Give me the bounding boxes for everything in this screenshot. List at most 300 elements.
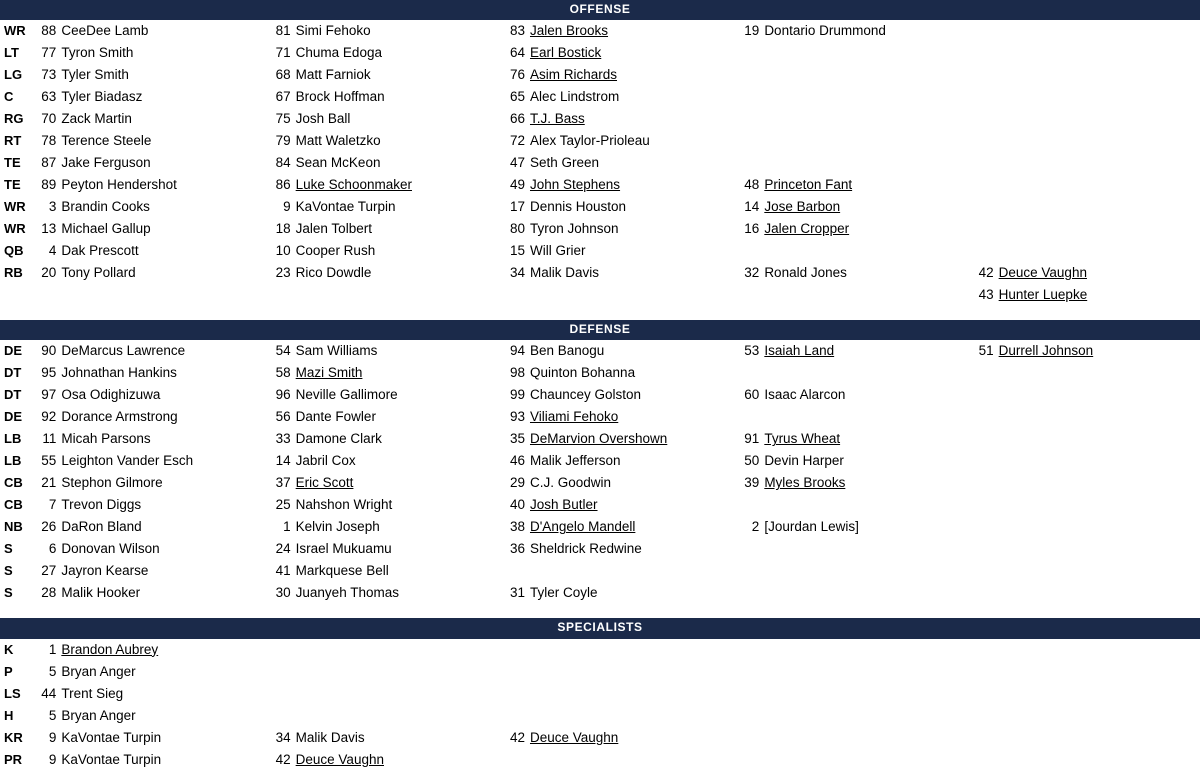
position-label: P bbox=[4, 663, 13, 679]
player-entry[interactable] bbox=[737, 340, 834, 362]
player-number: 72 bbox=[509, 133, 525, 149]
depth-slot bbox=[34, 472, 268, 494]
player-number: 6 bbox=[48, 541, 57, 557]
player-entry[interactable] bbox=[269, 130, 381, 152]
player-entry[interactable] bbox=[34, 406, 177, 428]
player-name: Matt Farniok bbox=[295, 67, 371, 83]
empty-slot bbox=[503, 560, 507, 582]
player-entry[interactable] bbox=[503, 494, 598, 516]
depth-slot bbox=[503, 472, 737, 494]
depth-slot bbox=[737, 152, 971, 174]
player-entry[interactable] bbox=[503, 362, 635, 384]
player-name: John Stephens bbox=[529, 177, 621, 193]
depth-slot bbox=[269, 86, 503, 108]
empty-slot bbox=[269, 683, 273, 705]
position-label: TE bbox=[4, 155, 21, 171]
player-name: Will Grier bbox=[529, 243, 586, 259]
empty-slot bbox=[972, 538, 976, 560]
player-entry[interactable] bbox=[503, 130, 650, 152]
depth-slot bbox=[503, 683, 737, 705]
player-entry[interactable] bbox=[737, 218, 849, 240]
player-entry[interactable] bbox=[972, 262, 1087, 284]
player-entry[interactable] bbox=[269, 340, 378, 362]
player-name: Dontario Drummond bbox=[764, 23, 886, 39]
player-name: Jose Barbon bbox=[764, 199, 841, 215]
player-entry[interactable] bbox=[503, 406, 618, 428]
depth-slot bbox=[34, 494, 268, 516]
player-number: 54 bbox=[275, 343, 291, 359]
player-entry[interactable] bbox=[34, 362, 177, 384]
depth-slot bbox=[737, 86, 971, 108]
position-label: DE bbox=[4, 343, 23, 359]
player-entry[interactable] bbox=[503, 472, 611, 494]
player-name: Tyrus Wheat bbox=[764, 431, 841, 447]
player-entry[interactable] bbox=[34, 218, 150, 240]
player-name: Sheldrick Redwine bbox=[529, 541, 642, 557]
player-entry[interactable] bbox=[269, 42, 382, 64]
player-entry[interactable] bbox=[269, 152, 381, 174]
empty-slot bbox=[269, 705, 273, 727]
empty-slot bbox=[737, 538, 741, 560]
player-name: Jalen Cropper bbox=[764, 221, 850, 237]
depth-slot bbox=[269, 538, 503, 560]
depth-slot bbox=[737, 174, 971, 196]
player-entry[interactable] bbox=[737, 428, 840, 450]
player-number: 77 bbox=[41, 45, 57, 61]
player-number: 79 bbox=[275, 133, 291, 149]
depth-slot bbox=[737, 428, 971, 450]
player-entry[interactable] bbox=[269, 428, 382, 450]
position-label: RB bbox=[4, 265, 23, 281]
player-entry[interactable] bbox=[269, 384, 398, 406]
player-entry[interactable] bbox=[34, 384, 160, 406]
player-entry[interactable] bbox=[269, 450, 356, 472]
player-entry[interactable] bbox=[503, 538, 642, 560]
player-number: 44 bbox=[41, 685, 57, 701]
player-entry[interactable] bbox=[269, 582, 399, 604]
player-name: Chauncey Golston bbox=[529, 387, 642, 403]
player-entry[interactable] bbox=[269, 749, 384, 771]
table-row bbox=[0, 705, 1200, 727]
empty-slot bbox=[269, 661, 273, 683]
player-number: 55 bbox=[41, 453, 57, 469]
player-entry[interactable] bbox=[34, 683, 123, 705]
player-entry[interactable] bbox=[269, 262, 372, 284]
player-entry[interactable] bbox=[503, 108, 585, 130]
player-number: 14 bbox=[275, 453, 291, 469]
depth-slot bbox=[737, 42, 971, 64]
player-entry[interactable] bbox=[269, 196, 396, 218]
player-entry[interactable] bbox=[34, 661, 135, 683]
player-name: Dennis Houston bbox=[529, 199, 627, 215]
player-entry[interactable] bbox=[34, 86, 142, 108]
player-entry[interactable] bbox=[34, 20, 148, 42]
depth-slot bbox=[972, 174, 1200, 196]
player-entry[interactable] bbox=[34, 428, 150, 450]
player-entry[interactable] bbox=[737, 472, 845, 494]
table-row bbox=[0, 362, 1200, 384]
player-number: 58 bbox=[275, 365, 291, 381]
empty-slot bbox=[737, 284, 741, 306]
player-name: Jayron Kearse bbox=[61, 563, 149, 579]
depth-slot bbox=[972, 130, 1200, 152]
player-entry[interactable] bbox=[34, 450, 193, 472]
player-entry[interactable] bbox=[269, 174, 412, 196]
depth-slot bbox=[972, 152, 1200, 174]
player-entry[interactable] bbox=[34, 639, 158, 661]
player-number: 68 bbox=[275, 67, 291, 83]
player-entry[interactable] bbox=[269, 240, 376, 262]
table-row bbox=[0, 174, 1200, 196]
player-number: 60 bbox=[744, 387, 760, 403]
player-entry[interactable] bbox=[269, 64, 371, 86]
position-label: WR bbox=[4, 23, 26, 39]
depth-slot bbox=[972, 108, 1200, 130]
player-entry[interactable] bbox=[503, 174, 620, 196]
player-name: Chuma Edoga bbox=[295, 45, 382, 61]
depth-slot bbox=[737, 362, 971, 384]
player-entry[interactable] bbox=[503, 196, 626, 218]
empty-slot bbox=[737, 749, 741, 771]
depth-slot bbox=[737, 284, 971, 306]
player-entry[interactable] bbox=[503, 727, 618, 749]
empty-slot bbox=[737, 683, 741, 705]
section-table-offense bbox=[0, 20, 1200, 306]
empty-slot bbox=[972, 64, 976, 86]
depth-slot bbox=[972, 727, 1200, 749]
player-entry[interactable] bbox=[503, 262, 599, 284]
player-entry[interactable] bbox=[34, 727, 161, 749]
player-entry[interactable] bbox=[34, 196, 150, 218]
player-entry[interactable] bbox=[269, 560, 389, 582]
empty-slot bbox=[737, 727, 741, 749]
player-entry[interactable] bbox=[972, 340, 1094, 362]
player-entry[interactable] bbox=[503, 428, 667, 450]
position-label: DT bbox=[4, 365, 22, 381]
empty-slot bbox=[972, 130, 976, 152]
player-entry[interactable] bbox=[503, 450, 621, 472]
position-label bbox=[0, 284, 34, 306]
depth-slot bbox=[34, 42, 268, 64]
player-number: 2 bbox=[751, 519, 760, 535]
player-name: DaRon Bland bbox=[61, 519, 142, 535]
player-entry[interactable] bbox=[34, 472, 162, 494]
player-number: 89 bbox=[41, 177, 57, 193]
player-entry[interactable] bbox=[269, 406, 376, 428]
player-entry[interactable] bbox=[34, 174, 177, 196]
player-name: Markquese Bell bbox=[295, 563, 389, 579]
player-name: KaVontae Turpin bbox=[61, 729, 162, 745]
depth-slot bbox=[503, 406, 737, 428]
player-number: 65 bbox=[509, 89, 525, 105]
empty-slot bbox=[972, 428, 976, 450]
player-entry[interactable] bbox=[737, 450, 844, 472]
player-number: 53 bbox=[744, 343, 760, 359]
depth-slot bbox=[34, 86, 268, 108]
player-name: Ben Banogu bbox=[529, 343, 605, 359]
position-label: C bbox=[4, 89, 14, 105]
player-number: 93 bbox=[509, 409, 525, 425]
position-label: DT bbox=[4, 387, 22, 403]
depth-slot bbox=[269, 727, 503, 749]
player-number: 26 bbox=[41, 519, 57, 535]
empty-slot bbox=[972, 196, 976, 218]
position-label: K bbox=[4, 641, 14, 657]
player-number: 42 bbox=[978, 265, 994, 281]
player-number: 78 bbox=[41, 133, 57, 149]
player-name: Dak Prescott bbox=[61, 243, 139, 259]
player-name: Terence Steele bbox=[61, 133, 152, 149]
player-entry[interactable] bbox=[503, 582, 598, 604]
player-entry[interactable] bbox=[503, 20, 608, 42]
table-row bbox=[0, 560, 1200, 582]
player-entry[interactable] bbox=[269, 538, 392, 560]
depth-slot bbox=[34, 218, 268, 240]
empty-slot bbox=[503, 749, 507, 771]
depth-slot bbox=[269, 240, 503, 262]
player-entry[interactable] bbox=[503, 64, 617, 86]
position-label: CB bbox=[4, 497, 23, 513]
player-name: Osa Odighizuwa bbox=[61, 387, 161, 403]
depth-slot bbox=[34, 130, 268, 152]
player-entry[interactable] bbox=[269, 108, 351, 130]
player-entry[interactable] bbox=[737, 262, 847, 284]
section-header-defense: DEFENSE bbox=[0, 320, 1200, 340]
player-entry[interactable] bbox=[503, 240, 586, 262]
depth-slot bbox=[737, 218, 971, 240]
empty-slot bbox=[737, 494, 741, 516]
player-entry[interactable] bbox=[503, 340, 604, 362]
player-number: 9 bbox=[48, 729, 57, 745]
player-entry[interactable] bbox=[269, 472, 354, 494]
player-number: 91 bbox=[744, 431, 760, 447]
player-number: 94 bbox=[509, 343, 525, 359]
depth-slot bbox=[269, 196, 503, 218]
player-name: Isaac Alarcon bbox=[764, 387, 846, 403]
position-label: S bbox=[4, 541, 13, 557]
depth-slot bbox=[972, 20, 1200, 42]
player-entry[interactable] bbox=[972, 284, 1088, 306]
player-entry[interactable] bbox=[503, 218, 619, 240]
player-name: Michael Gallup bbox=[61, 221, 151, 237]
player-entry[interactable] bbox=[737, 20, 886, 42]
player-entry[interactable] bbox=[34, 516, 141, 538]
player-name: Damone Clark bbox=[295, 431, 382, 447]
player-entry[interactable] bbox=[737, 384, 845, 406]
player-number: 35 bbox=[509, 431, 525, 447]
player-entry[interactable] bbox=[34, 705, 135, 727]
player-number: 71 bbox=[275, 45, 291, 61]
depth-slot bbox=[737, 683, 971, 705]
depth-slot bbox=[503, 174, 737, 196]
player-number: 17 bbox=[509, 199, 525, 215]
player-number: 88 bbox=[41, 23, 57, 39]
depth-slot bbox=[737, 538, 971, 560]
empty-slot bbox=[737, 130, 741, 152]
player-entry[interactable] bbox=[34, 64, 129, 86]
depth-slot bbox=[34, 174, 268, 196]
player-entry[interactable] bbox=[34, 152, 150, 174]
depth-slot bbox=[503, 639, 737, 661]
depth-slot bbox=[737, 64, 971, 86]
depth-slot bbox=[34, 240, 268, 262]
player-entry[interactable] bbox=[737, 516, 859, 538]
table-row bbox=[0, 538, 1200, 560]
player-number: 24 bbox=[275, 541, 291, 557]
player-name: Ronald Jones bbox=[764, 265, 847, 281]
player-name: Deuce Vaughn bbox=[529, 729, 619, 745]
table-row bbox=[0, 582, 1200, 604]
table-row bbox=[0, 639, 1200, 661]
player-entry[interactable] bbox=[269, 20, 371, 42]
section-gap bbox=[0, 604, 1200, 618]
table-row bbox=[0, 20, 1200, 42]
depth-slot bbox=[972, 262, 1200, 284]
player-number: 73 bbox=[41, 67, 57, 83]
player-entry[interactable] bbox=[737, 174, 852, 196]
player-entry[interactable] bbox=[34, 130, 151, 152]
depth-slot bbox=[737, 582, 971, 604]
depth-slot bbox=[737, 130, 971, 152]
table-row bbox=[0, 450, 1200, 472]
player-entry[interactable] bbox=[269, 218, 372, 240]
position-label: LG bbox=[4, 67, 23, 83]
player-entry[interactable] bbox=[34, 749, 161, 771]
position-label: LS bbox=[4, 685, 21, 701]
player-name: Tyler Biadasz bbox=[61, 89, 143, 105]
depth-slot bbox=[972, 683, 1200, 705]
depth-slot bbox=[503, 86, 737, 108]
player-entry[interactable] bbox=[34, 240, 138, 262]
player-name: Trevon Diggs bbox=[61, 497, 142, 513]
player-number: 47 bbox=[509, 155, 525, 171]
player-number: 20 bbox=[41, 265, 57, 281]
player-entry[interactable] bbox=[503, 42, 601, 64]
depth-slot bbox=[972, 218, 1200, 240]
player-number: 96 bbox=[275, 387, 291, 403]
player-name: Quinton Bohanna bbox=[529, 365, 636, 381]
player-name: DeMarcus Lawrence bbox=[61, 343, 186, 359]
depth-slot bbox=[503, 262, 737, 284]
table-row bbox=[0, 494, 1200, 516]
player-entry[interactable] bbox=[503, 516, 635, 538]
player-name: Johnathan Hankins bbox=[61, 365, 177, 381]
player-number: 9 bbox=[283, 199, 291, 215]
depth-slot bbox=[503, 108, 737, 130]
player-number: 18 bbox=[275, 221, 291, 237]
depth-slot bbox=[503, 538, 737, 560]
player-entry[interactable] bbox=[269, 516, 380, 538]
depth-slot bbox=[34, 727, 268, 749]
empty-slot bbox=[737, 406, 741, 428]
table-row bbox=[0, 86, 1200, 108]
empty-slot bbox=[972, 683, 976, 705]
position-label: WR bbox=[4, 221, 26, 237]
player-number: 23 bbox=[275, 265, 291, 281]
player-number: 5 bbox=[48, 707, 57, 723]
player-entry[interactable] bbox=[503, 86, 619, 108]
depth-slot bbox=[269, 683, 503, 705]
depth-slot bbox=[269, 472, 503, 494]
depth-slot bbox=[737, 705, 971, 727]
player-entry[interactable] bbox=[269, 727, 365, 749]
depth-slot bbox=[34, 64, 268, 86]
player-entry[interactable] bbox=[34, 108, 132, 130]
player-entry[interactable] bbox=[34, 42, 133, 64]
player-name: Malik Davis bbox=[295, 729, 365, 745]
player-name: T.J. Bass bbox=[529, 111, 585, 127]
empty-slot bbox=[737, 86, 741, 108]
player-number: 42 bbox=[275, 751, 291, 767]
section-table-specialists bbox=[0, 639, 1200, 771]
depth-slot bbox=[972, 406, 1200, 428]
depth-slot bbox=[34, 20, 268, 42]
table-row bbox=[0, 196, 1200, 218]
table-row bbox=[0, 42, 1200, 64]
empty-slot bbox=[972, 240, 976, 262]
player-entry[interactable] bbox=[269, 494, 393, 516]
player-name: Princeton Fant bbox=[764, 177, 853, 193]
player-number: 48 bbox=[744, 177, 760, 193]
table-row bbox=[0, 262, 1200, 284]
player-entry[interactable] bbox=[34, 560, 148, 582]
player-name: Deuce Vaughn bbox=[295, 751, 384, 767]
section-header-offense: OFFENSE bbox=[0, 0, 1200, 20]
depth-slot bbox=[503, 727, 737, 749]
depth-slot bbox=[737, 450, 971, 472]
player-entry[interactable] bbox=[34, 494, 141, 516]
player-number: 4 bbox=[48, 243, 57, 259]
player-name: Mazi Smith bbox=[295, 365, 363, 381]
depth-slot bbox=[34, 152, 268, 174]
player-name: Tyron Johnson bbox=[529, 221, 619, 237]
depth-slot bbox=[972, 538, 1200, 560]
depth-slot bbox=[269, 42, 503, 64]
depth-slot bbox=[269, 218, 503, 240]
empty-slot bbox=[972, 705, 976, 727]
depth-slot bbox=[737, 406, 971, 428]
position-label: NB bbox=[4, 519, 23, 535]
player-name: Tyler Smith bbox=[61, 67, 129, 83]
player-number: 46 bbox=[509, 453, 525, 469]
player-entry[interactable] bbox=[34, 582, 140, 604]
player-entry[interactable] bbox=[269, 86, 385, 108]
section-gap bbox=[0, 306, 1200, 320]
player-number: 84 bbox=[275, 155, 291, 171]
player-number: 7 bbox=[48, 497, 57, 513]
depth-slot bbox=[737, 661, 971, 683]
depth-slot bbox=[269, 749, 503, 771]
player-entry[interactable] bbox=[503, 152, 599, 174]
player-name: Peyton Hendershot bbox=[61, 177, 177, 193]
position-label: DE bbox=[4, 409, 23, 425]
depth-slot bbox=[503, 218, 737, 240]
player-entry[interactable] bbox=[737, 196, 840, 218]
player-entry[interactable] bbox=[503, 384, 641, 406]
table-row bbox=[0, 683, 1200, 705]
player-entry[interactable] bbox=[34, 262, 135, 284]
empty-slot bbox=[737, 705, 741, 727]
player-entry[interactable] bbox=[34, 340, 185, 362]
player-entry[interactable] bbox=[34, 538, 159, 560]
player-number: 1 bbox=[283, 519, 291, 535]
empty-slot bbox=[737, 661, 741, 683]
player-entry[interactable] bbox=[269, 362, 363, 384]
player-number: 81 bbox=[275, 23, 291, 39]
player-number: 14 bbox=[744, 199, 760, 215]
empty-slot bbox=[972, 450, 976, 472]
depth-slot bbox=[503, 64, 737, 86]
